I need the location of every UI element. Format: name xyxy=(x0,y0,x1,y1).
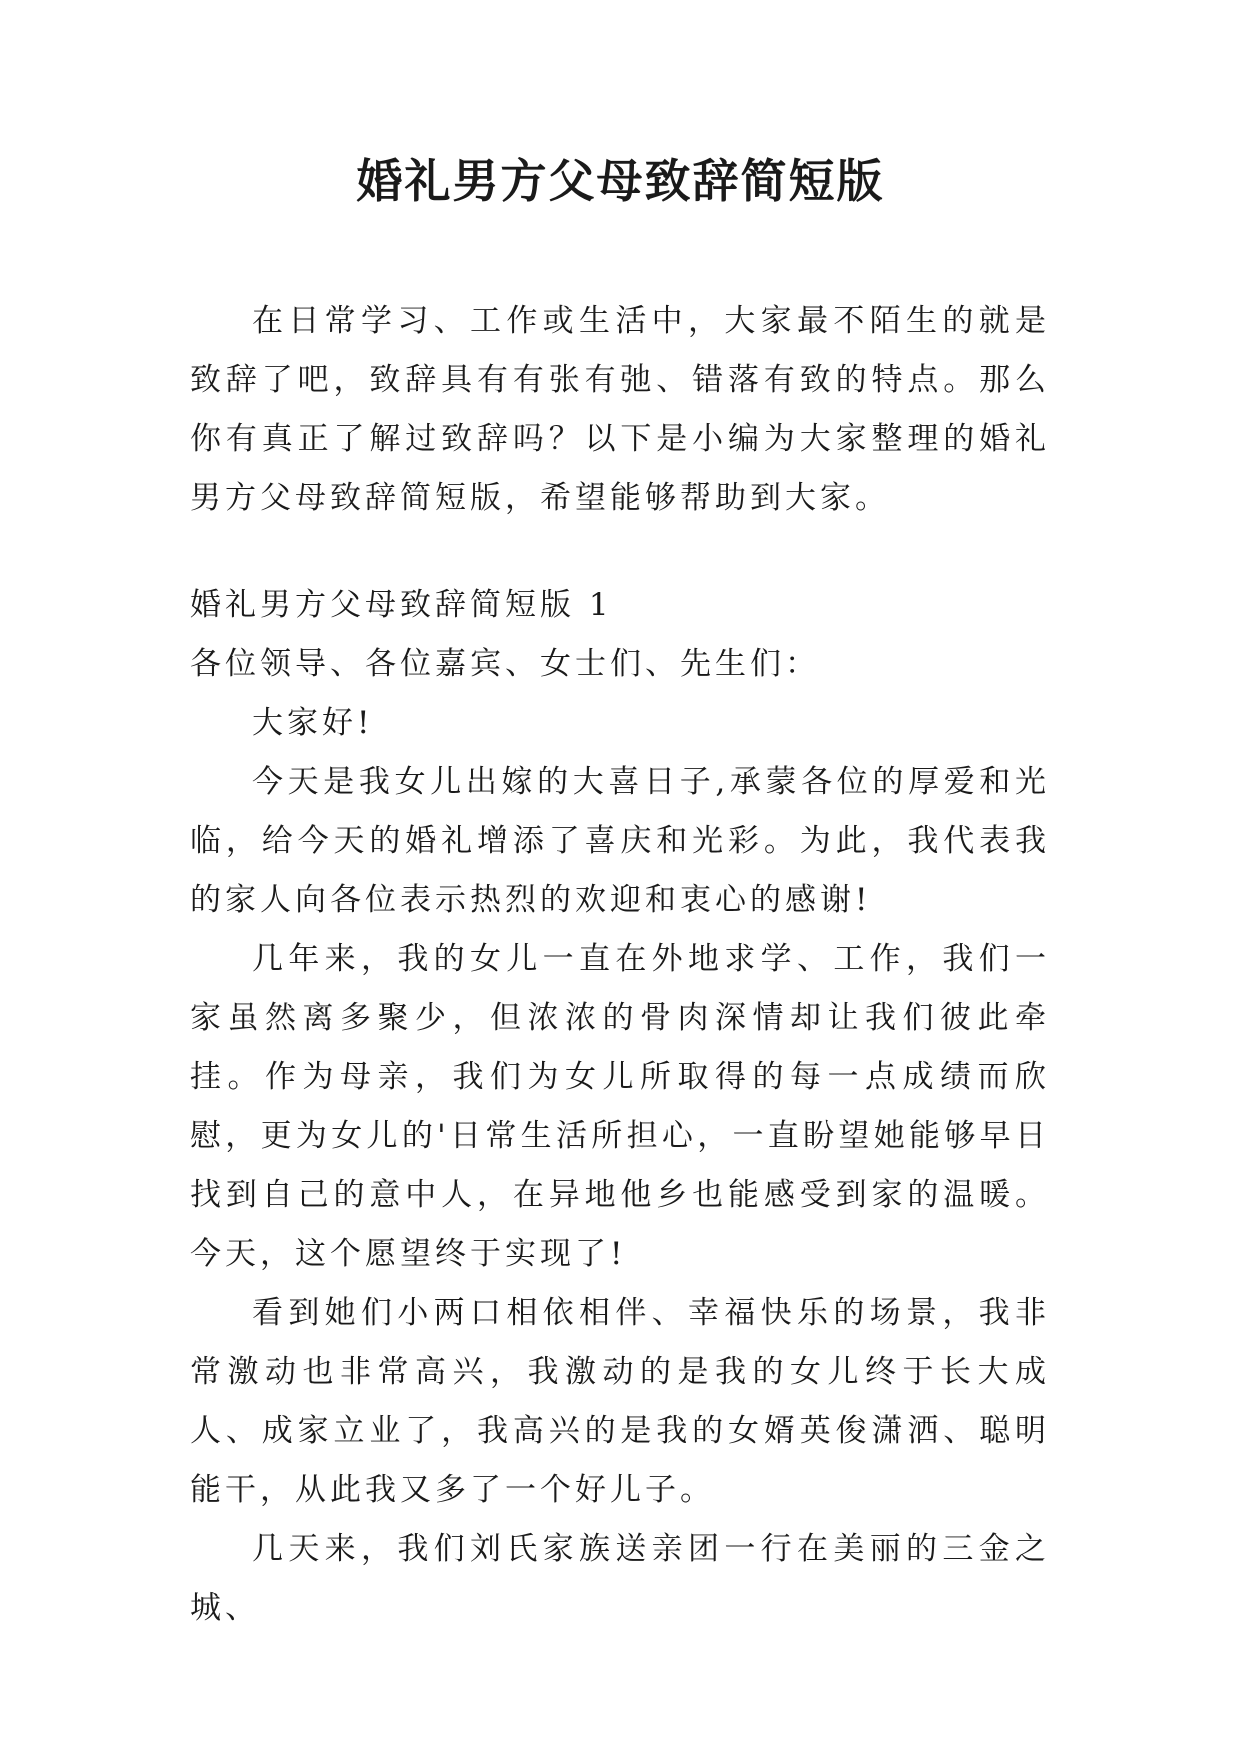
document-title: 婚礼男方父母致辞简短版 xyxy=(356,154,885,208)
speech-section xyxy=(190,576,1050,1638)
speech-paragraph-1: 大家好! xyxy=(252,705,374,741)
salutation: 各位领导、各位嘉宾、女士们、先生们： xyxy=(190,646,820,682)
speech-paragraph-2: 今天是我女儿出嫁的大喜日子,承蒙各位的厚爱和光临，给今天的婚礼增添了喜庆和光彩。为此，我代表我的家人向各位表示热烈的欢迎和衷心的感谢! xyxy=(190,764,1050,918)
intro-section xyxy=(190,292,1050,528)
speech-paragraph-3: 几年来，我的女儿一直在外地求学、工作，我们一家虽然离多聚少，但浓浓的骨肉深情却让我们彼此牵挂。作为母亲，我们为女儿所取得的每一点成绩而欣慰，更为女儿的'日常生活所担心，一直盼望她能够早日找到自己的意中人，在异地他乡也能感受到家的温暖。今天，这个愿望终于实现了! xyxy=(190,941,1050,1272)
section-heading: 婚礼男方父母致辞简短版 1 xyxy=(190,587,613,623)
speech-paragraph-4: 看到她们小两口相依相伴、幸福快乐的场景，我非常激动也非常高兴，我激动的是我的女儿终于长大成人、成家立业了，我高兴的是我的女婿英俊潇洒、聪明能干，从此我又多了一个好儿子。 xyxy=(190,1295,1050,1508)
speech-paragraph-5: 几天来，我们刘氏家族送亲团一行在美丽的三金之城、 xyxy=(190,1531,1050,1626)
intro-paragraph: 在日常学习、工作或生活中，大家最不陌生的就是致辞了吧，致辞具有有张有弛、错落有致的特点。那么你有真正了解过致辞吗？以下是小编为大家整理的婚礼男方父母致辞简短版，希望能够帮助到大家。 xyxy=(190,303,1050,516)
